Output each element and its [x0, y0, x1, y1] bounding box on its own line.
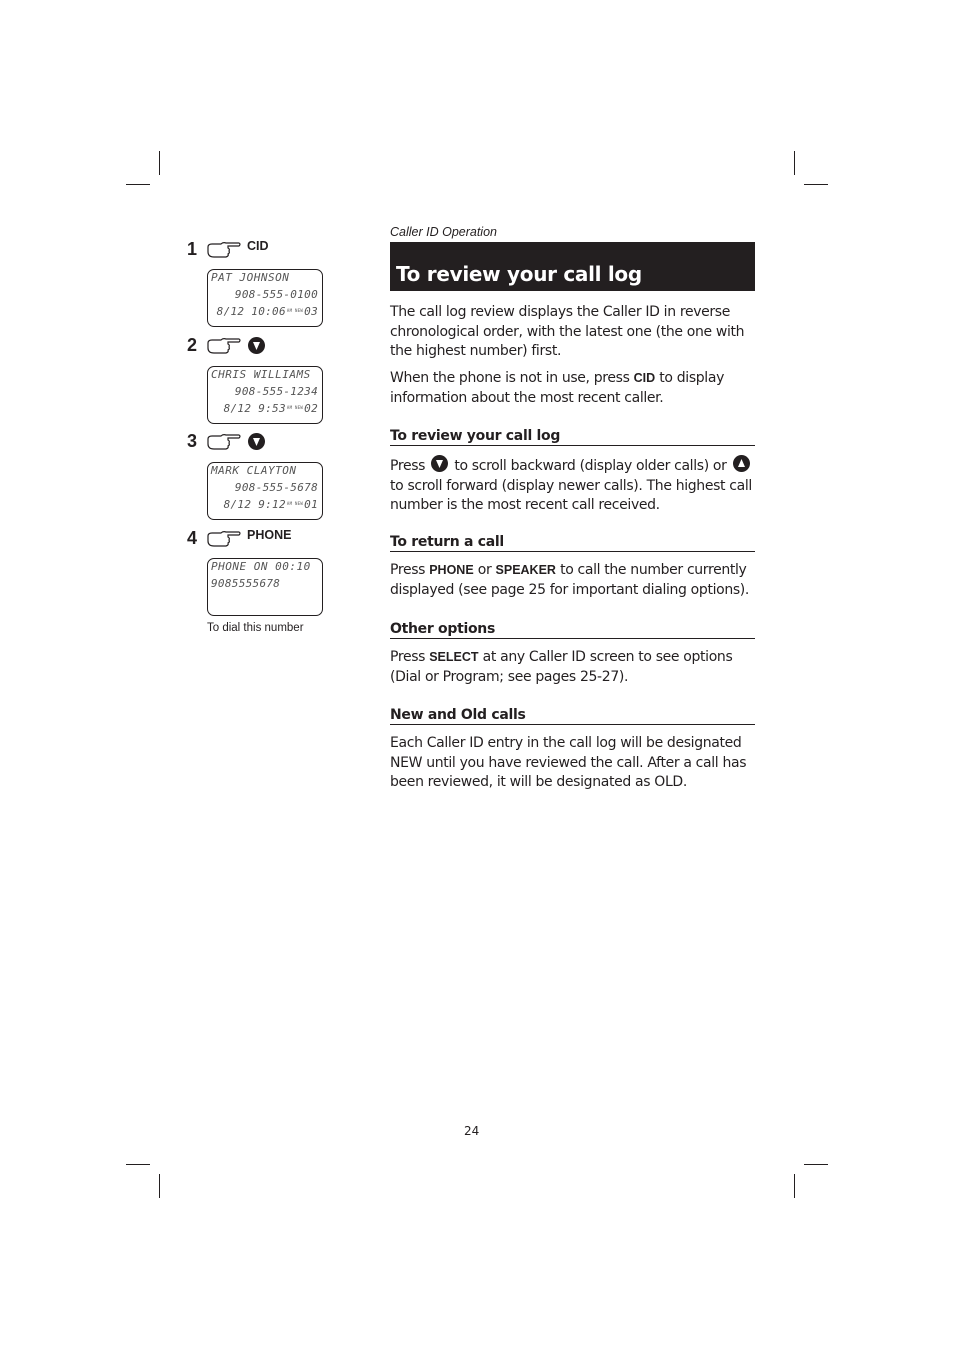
cid-key-label: CID — [247, 239, 269, 253]
subhead-return: To return a call — [390, 534, 755, 552]
crop-mark — [126, 1164, 150, 1165]
hand-pointer-icon — [206, 433, 242, 451]
call-time-line — [224, 498, 318, 511]
intro-paragraph-1 — [390, 303, 755, 362]
dialed-number: 9085555678 — [211, 577, 281, 590]
hand-pointer-icon — [206, 530, 242, 548]
text-run: Press — [390, 649, 426, 665]
cid-key-label: CID — [633, 371, 656, 385]
lcd-screen-1 — [207, 269, 323, 327]
text-run: to scroll forward (display newer calls). The highest call number is the most recent call received. — [390, 477, 752, 513]
hand-pointer-icon — [206, 337, 242, 355]
phone-key-label: PHONE — [429, 563, 474, 577]
call-date: 8/12 9:53 — [223, 402, 286, 415]
text-run: to scroll backward (display older calls) or — [454, 458, 727, 474]
step-number: 2 — [187, 335, 198, 355]
phone-key-label: PHONE — [247, 528, 292, 542]
crop-mark — [794, 1174, 795, 1198]
subhead-review: To review your call log — [390, 428, 755, 446]
down-arrow-button-icon — [248, 433, 265, 450]
review-text — [390, 455, 755, 516]
caller-number: 908-555-5678 — [234, 481, 318, 494]
review-paragraph — [390, 455, 755, 516]
status-tag: AM NEW — [286, 308, 304, 313]
caller-number: 908-555-0100 — [234, 288, 318, 301]
speaker-key-label: SPEAKER — [495, 563, 556, 577]
new-old-paragraph — [390, 734, 755, 793]
intro-text-2 — [390, 369, 755, 408]
other-text — [390, 648, 755, 687]
text-run: Press — [390, 458, 426, 474]
lcd-screen-4 — [207, 558, 323, 616]
text-run: to display information about the most recent caller. — [390, 370, 725, 406]
subhead-other: Other options — [390, 621, 755, 639]
intro-paragraph-2 — [390, 369, 755, 408]
title-banner — [390, 242, 755, 291]
subhead-new-old: New and Old calls — [390, 707, 755, 725]
text-run: When the phone is not in use, press — [390, 370, 630, 386]
lcd-screen-3 — [207, 462, 323, 520]
crop-mark — [804, 184, 828, 185]
crop-mark — [794, 151, 795, 175]
call-date: 8/12 10:06 — [216, 305, 286, 318]
lcd-screen-2 — [207, 366, 323, 424]
status-tag: AM NEW — [286, 501, 304, 506]
up-arrow-button-icon — [733, 455, 750, 472]
call-count: 01 — [304, 498, 318, 511]
other-paragraph — [390, 648, 755, 687]
call-time-line — [217, 305, 318, 318]
status-tag: AM NEW — [286, 405, 304, 410]
call-count: 02 — [304, 402, 318, 415]
step-number: 1 — [187, 239, 198, 259]
caller-name: CHRIS WILLIAMS — [211, 368, 311, 381]
crop-mark — [126, 184, 150, 185]
select-key-label: SELECT — [429, 650, 479, 664]
step-number: 3 — [187, 431, 198, 451]
intro-text: The call log review displays the Caller ID in reverse chronological order, with the latest one (the one with the highest number) first. — [390, 304, 745, 359]
crop-mark — [804, 1164, 828, 1165]
figure-caption: To dial this number — [207, 622, 304, 634]
page-number: 24 — [464, 1124, 480, 1138]
phone-on-line: PHONE ON 00:10 — [211, 560, 311, 573]
section-label: Caller ID Operation — [390, 225, 497, 239]
down-arrow-button-icon — [431, 455, 448, 472]
caller-name: MARK CLAYTON — [211, 464, 297, 477]
text-run: to call the number currently displayed (see page 25 for important dialing options). — [390, 562, 750, 598]
call-count: 03 — [304, 305, 318, 318]
new-old-text: Each Caller ID entry in the call log will be designated NEW until you have reviewed the call. After a call has been reviewed, it will be designated as OLD. — [390, 735, 747, 790]
text-run: at any Caller ID screen to see options (Dial or Program; see pages 25-27). — [390, 649, 733, 685]
caller-name: PAT JOHNSON — [211, 271, 290, 284]
call-time-line — [224, 402, 318, 415]
return-text — [390, 561, 755, 600]
down-arrow-button-icon — [248, 337, 265, 354]
text-run: Press — [390, 562, 426, 578]
return-paragraph — [390, 561, 755, 600]
hand-pointer-icon — [206, 241, 242, 259]
crop-mark — [159, 1174, 160, 1198]
text-run: or — [477, 562, 492, 578]
page-title: To review your call log — [396, 262, 642, 286]
step-number: 4 — [187, 528, 198, 548]
call-date: 8/12 9:12 — [223, 498, 286, 511]
crop-mark — [159, 151, 160, 175]
caller-number: 908-555-1234 — [234, 385, 318, 398]
